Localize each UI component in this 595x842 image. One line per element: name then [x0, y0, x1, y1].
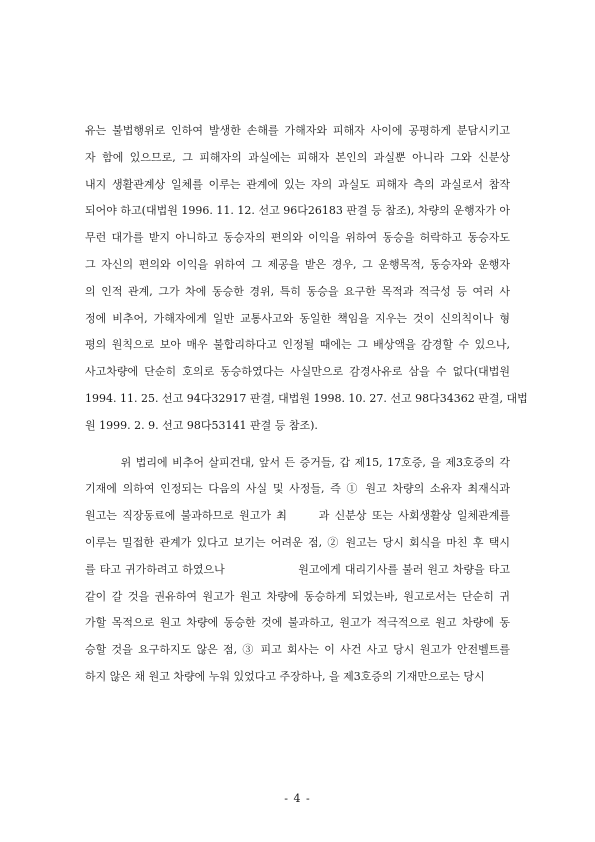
text-line: 를 타고 귀가하려고 하였으나 원고에게 대리기사를 불러 원고 차량을 타고: [85, 562, 510, 576]
text-line: 하지 않은 채 원고 차량에 누워 있었다고 주장하나, 을 제3호증의 기재만으로는 당시: [85, 669, 485, 683]
text-line: 가할 목적으로 원고 차량에 동승한 것에 불과하고, 원고가 적극적으로 원고 차량에 동: [85, 616, 510, 630]
text-line: 승할 것을 요구하지도 않은 점, ③ 피고 회사는 이 사건 사고 당시 원고가 안전벨트를: [85, 643, 510, 657]
paragraph-gap: [85, 440, 510, 450]
text-line: 되어야 하고(대법원 1996. 11. 12. 선고 96다26183 판결 등 참조), 차량의 운행자가 아: [85, 204, 510, 218]
text-line: 평의 원칙으로 보아 매우 불합리하다고 인정될 때에는 그 배상액을 감경할 수 있으나,: [85, 338, 510, 352]
page-number: - 4 -: [284, 792, 311, 805]
text-line: 1994. 11. 25. 선고 94다32917 판결, 대법원 1998. 10. 27. 선고 98다34362 판결, 대법: [85, 391, 528, 405]
text-line: 원 1999. 2. 9. 선고 98다53141 판결 등 참조).: [85, 418, 318, 432]
text-line: 기재에 의하여 인정되는 다음의 사실 및 사정들, 즉 ① 원고 차량의 소유자 최재식과: [85, 482, 510, 496]
text-line: 의 인적 관계, 그가 차에 동승한 경위, 특히 동승을 요구한 목적과 적극성 등 여러 사: [85, 284, 510, 298]
text-line: 자 함에 있으므로, 그 피해자의 과실에는 피해자 본인의 과실뿐 아니라 그와 신분상: [85, 150, 510, 164]
paragraph: [85, 118, 528, 440]
text-line: 위 법리에 비추어 살피건대, 앞서 든 증거들, 갑 제15, 17호증, 을 제3호증의 각: [85, 455, 510, 469]
text-line: 이루는 밀접한 관계가 있다고 보기는 어려운 점, ② 원고는 당시 회식을 마친 후 택시: [85, 535, 510, 549]
text-line: 원고는 직장동료에 불과하므로 원고가 최 과 신분상 또는 사회생활상 일체관계를: [85, 509, 510, 523]
text-line: 같이 갈 것을 권유하여 원고가 원고 차량에 동승하게 되었는바, 원고로서는 단순히 귀: [85, 589, 510, 603]
text-line: 정에 비추어, 가해자에게 일반 교통사고와 동일한 책임을 지우는 것이 신의칙이나 형: [85, 311, 510, 325]
text-line: 무런 대가를 받지 아니하고 동승자의 편의와 이익을 위하여 동승을 허락하고 동승자도: [85, 231, 510, 245]
text-line: 유는 불법행위로 인하여 발생한 손해를 가해자와 피해자 사이에 공평하게 분담시키고: [85, 124, 510, 137]
text-line: 사고차량에 단순히 호의로 동승하였다는 사실만으로 감경사유로 삼을 수 없다(대법원: [85, 365, 510, 379]
paragraph: [85, 450, 510, 691]
text-line: 내지 생활관계상 일체를 이루는 관계에 있는 자의 과실도 피해자 측의 과실로서 참작: [85, 177, 510, 191]
document-body: [85, 118, 528, 691]
text-line: 그 자신의 편의와 이익을 위하여 그 제공을 받은 경우, 그 운행목적, 동승자와 운행자: [85, 257, 510, 271]
